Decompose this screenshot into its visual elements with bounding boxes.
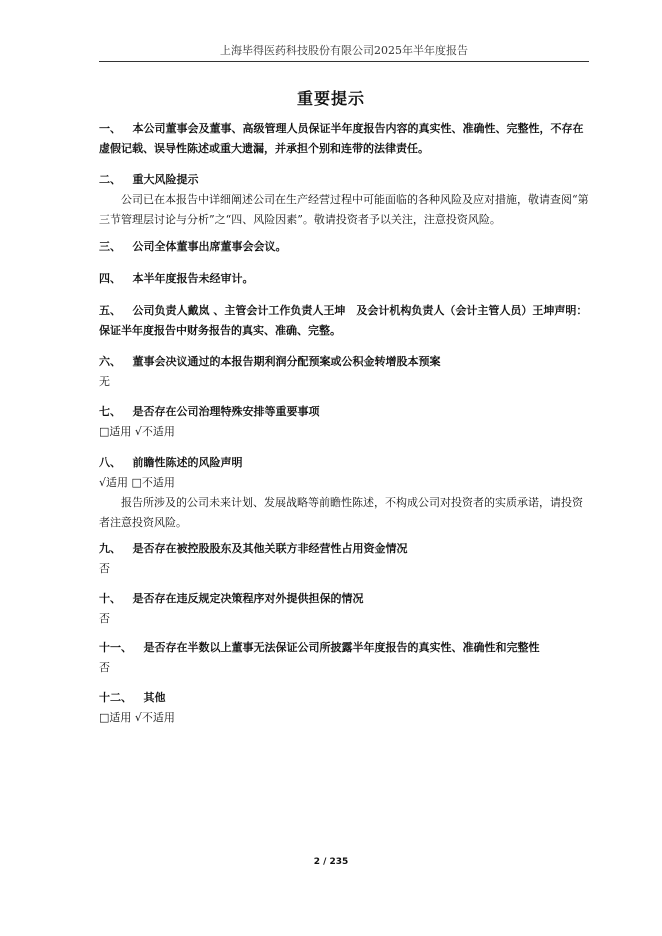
section-11-answer: 否 <box>99 661 110 674</box>
section-3 <box>99 237 592 257</box>
page-number: 2 / 235 <box>313 857 349 867</box>
section-5-heading <box>99 301 592 341</box>
section-2-heading <box>99 170 592 190</box>
section-6-number: 六、 <box>99 355 121 368</box>
section-10-number: 十、 <box>99 592 121 605</box>
page-title: 重要提示 <box>296 89 365 108</box>
section-8-heading <box>99 453 592 473</box>
section-9-number: 九、 <box>99 542 121 555</box>
page-header: 上海毕得医药科技股份有限公司2025年半年度报告 <box>220 44 468 57</box>
section-7-text: 是否存在公司治理特殊安排等重要事项 <box>132 405 320 418</box>
section-8-body: 报告所涉及的公司未来计划、发展战略等前瞻性陈述，不构成公司对投资者的实质承诺，请投资者注意投资风险。 <box>99 496 583 529</box>
section-10-answer: 否 <box>99 612 110 625</box>
section-8 <box>99 453 592 533</box>
section-6 <box>99 352 592 392</box>
section-8-text: 前瞻性陈述的风险声明 <box>132 456 243 469</box>
section-4-text: 本半年度报告未经审计。 <box>132 272 254 285</box>
section-7-number: 七、 <box>99 405 121 418</box>
section-4-number: 四、 <box>99 272 121 285</box>
section-2-body: 公司已在本报告中详细阐述公司在生产经营过程中可能面临的各种风险及应对措施，敬请查阅“第三节管理层讨论与分析”之“四、风险因素”。敬请投资者予以关注，注意投资风险。 <box>99 193 589 226</box>
section-12-answer: □适用 √不适用 <box>99 711 175 724</box>
section-1 <box>99 119 592 159</box>
section-5 <box>99 301 592 341</box>
section-7 <box>99 402 592 442</box>
section-1-heading <box>99 119 592 159</box>
section-6-heading <box>99 352 592 372</box>
section-9-text: 是否存在被控股股东及其他关联方非经营性占用资金情况 <box>132 542 408 555</box>
section-3-heading <box>99 237 592 257</box>
header-divider <box>99 61 589 62</box>
section-12-number: 十二、 <box>99 691 132 704</box>
section-6-answer: 无 <box>99 375 110 388</box>
section-4 <box>99 269 592 289</box>
section-10 <box>99 589 592 629</box>
section-11-number: 十一、 <box>99 641 132 654</box>
section-3-number: 三、 <box>99 240 121 253</box>
section-5-number: 五、 <box>99 304 121 317</box>
section-1-text: 本公司董事会及董事、高级管理人员保证半年度报告内容的真实性、准确性、完整性，不存在虚假记载、误导性陈述或重大遗漏，并承担个别和连带的法律责任。 <box>99 122 584 155</box>
section-4-heading <box>99 269 592 289</box>
section-11-text: 是否存在半数以上董事无法保证公司所披露半年度报告的真实性、准确性和完整性 <box>143 641 540 654</box>
section-10-heading <box>99 589 592 609</box>
section-3-text: 公司全体董事出席董事会会议。 <box>132 240 287 253</box>
section-8-number: 八、 <box>99 456 121 469</box>
section-9-answer: 否 <box>99 562 110 575</box>
section-5-text: 公司负责人戴岚 、主管会计工作负责人王坤 及会计机构负责人（会计主管人员）王坤声明：保证半年度报告中财务报告的真实、准确、完整。 <box>99 304 588 337</box>
section-6-text: 董事会决议通过的本报告期利润分配预案或公积金转增股本预案 <box>132 355 441 368</box>
section-7-heading <box>99 402 592 422</box>
section-2-text: 重大风险提示 <box>132 173 199 186</box>
section-12 <box>99 688 592 728</box>
section-2-number: 二、 <box>99 173 121 186</box>
section-8-answer: √适用 □不适用 <box>99 476 175 489</box>
section-1-number: 一、 <box>99 122 121 135</box>
section-10-text: 是否存在违反规定决策程序对外提供担保的情况 <box>132 592 364 605</box>
section-12-heading <box>99 688 592 708</box>
section-11-heading <box>99 638 592 658</box>
section-2 <box>99 170 592 230</box>
section-11 <box>99 638 592 678</box>
section-9-heading <box>99 539 592 559</box>
section-7-answer: □适用 √不适用 <box>99 425 175 438</box>
section-12-text: 其他 <box>143 691 166 704</box>
section-9 <box>99 539 592 579</box>
